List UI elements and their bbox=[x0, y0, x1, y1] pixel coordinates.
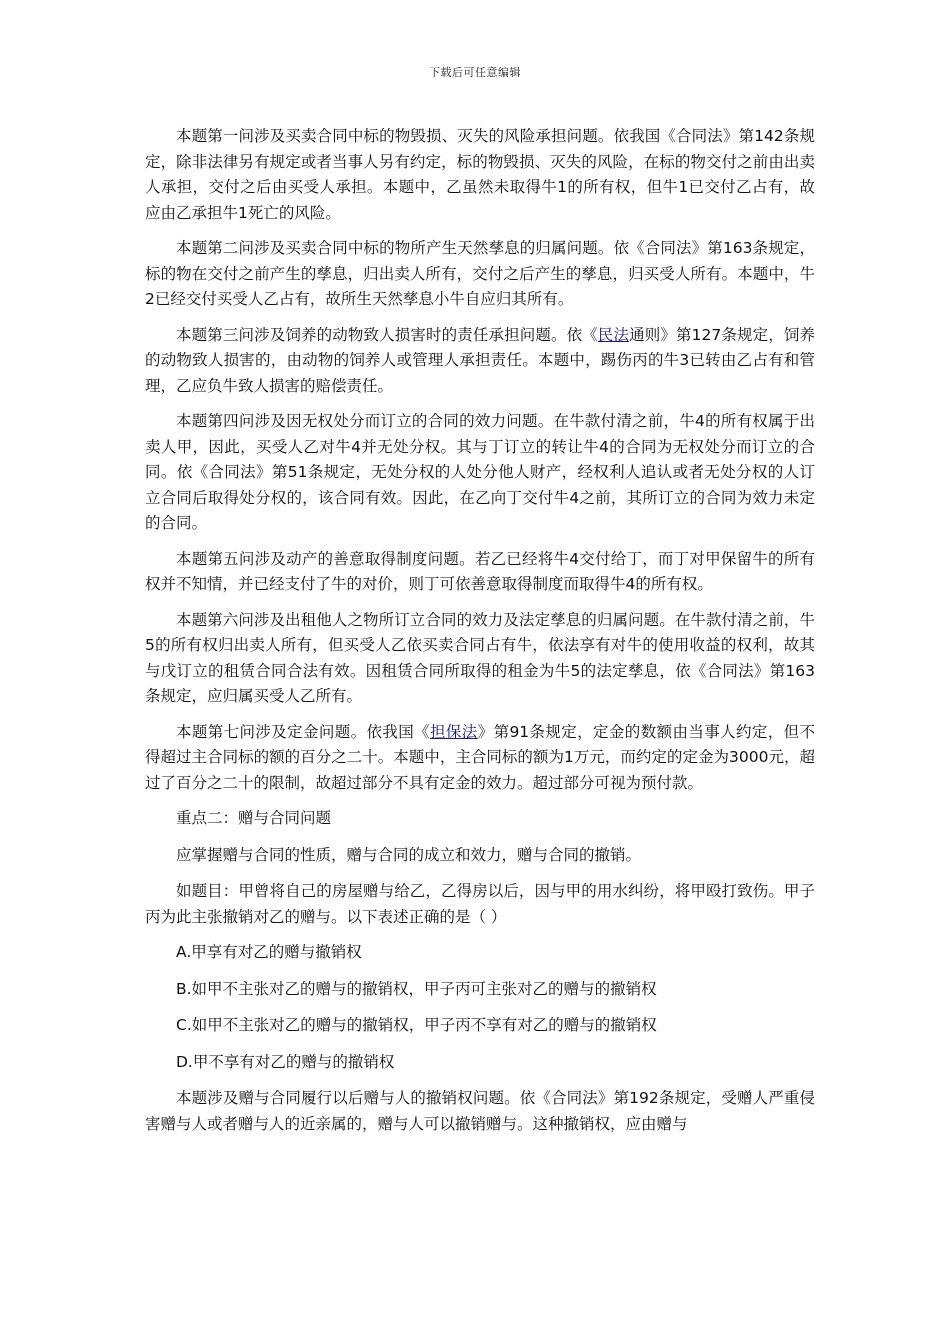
paragraph-3-text-a: 本题第三问涉及饲养的动物致人损害时的责任承担问题。依《 bbox=[176, 325, 598, 344]
paragraph-4: 本题第四问涉及因无权处分而订立的合同的效力问题。在牛款付清之前，牛4的所有权属于出卖人甲，因此，买受人乙对牛4并无处分权。其与丁订立的转让牛4的合同为无权处分而订立的合同。依《合同法》第51条规定，无处分权的人处分他人财产，经权利人追认或者无处分权的人订立合同后取得处分权的，该合同有效。因此，在乙向丁交付牛4之前，其所订立的合同为效力未定的合同。 bbox=[145, 412, 815, 532]
paragraph-2: 本题第二问涉及买卖合同中标的物所产生天然孳息的归属问题。依《合同法》第163条规定，标的物在交付之前产生的孳息，归出卖人所有，交付之后产生的孳息，归买受人所有。本题中，牛2已经交付买受人乙占有，故所生天然孳息小牛自应归其所有。 bbox=[145, 239, 815, 308]
paragraph-7-text-b: 》第91条规定，定金的数额由当事人约定，但不得超过主合同标的额的百分之二十。本题中，主合同标的额为1万元，而约定的定金为3000元，超过了百分之二十的限制，故超过部分不具有定金的效力。超过部分可视为预付款。 bbox=[145, 722, 815, 792]
paragraph-7-text-a: 本题第七问涉及定金问题。依我国《 bbox=[176, 722, 431, 741]
paragraph-11: 本题涉及赠与合同履行以后赠与人的撤销权问题。依《合同法》第192条规定，受赠人严重侵害赠与人或者赠与人的近亲属的，赠与人可以撤销赠与。这种撤销权，应由赠与 bbox=[145, 1089, 815, 1133]
question-paragraph: 如题目：甲曾将自己的房屋赠与给乙，乙得房以后，因与甲的用水纠纷，将甲殴打致伤。甲子丙为此主张撤销对乙的赠与。以下表述正确的是（ ） bbox=[145, 882, 815, 926]
guarantee-law-link[interactable]: 担保法 bbox=[430, 722, 478, 741]
paragraph-6: 本题第六问涉及出租他人之物所订立合同的效力及法定孳息的归属问题。在牛款付清之前，牛5的所有权归出卖人所有，但买受人乙依买卖合同占有牛，依法享有对牛的使用收益的权利，故其与戊订立的租赁合同合法有效。因租赁合同所取得的租金为牛5的法定孳息，依《合同法》第163条规定，应归属买受人乙所有。 bbox=[145, 610, 815, 705]
section-heading: 重点二：赠与合同问题 bbox=[176, 809, 332, 827]
civil-law-link[interactable]: 民法 bbox=[597, 325, 630, 344]
paragraph-3 bbox=[145, 323, 815, 400]
paragraph-5: 本题第五问涉及动产的善意取得制度问题。若乙已经将牛4交付给丁，而丁对甲保留牛的所有权并不知情，并已经支付了牛的对价，则丁可依善意取得制度而取得牛4的所有权。 bbox=[145, 549, 815, 593]
document-body bbox=[145, 124, 815, 1147]
page-header: 下载后可任意编辑 bbox=[429, 66, 521, 79]
paragraph-9: 应掌握赠与合同的性质，赠与合同的成立和效力，赠与合同的撤销。 bbox=[176, 845, 642, 864]
paragraph-1: 本题第一问涉及买卖合同中标的物毁损、灭失的风险承担问题。依我国《合同法》第142条规定，除非法律另有规定或者当事人另有约定，标的物毁损、灭失的风险，在标的物交付之前由出卖人承担，交付之后由买受人承担。本题中，乙虽然未取得牛1的所有权，但牛1已交付乙占有，故应由乙承担牛1死亡的风险。 bbox=[145, 127, 815, 222]
option-c: C.如甲不主张对乙的赠与的撤销权，甲子丙不享有对乙的赠与的撤销权 bbox=[176, 1016, 657, 1034]
option-d: D.甲不享有对乙的赠与的撤销权 bbox=[176, 1052, 395, 1071]
paragraph-3-text-b: 通则》第127条规定，饲养的动物致人损害的，由动物的饲养人或管理人承担责任。本题中，踢伤丙的牛3已转由乙占有和管理，乙应负牛致人损害的赔偿责任。 bbox=[145, 325, 815, 395]
paragraph-7 bbox=[145, 720, 815, 797]
option-a: A.甲享有对乙的赠与撤销权 bbox=[176, 943, 362, 961]
option-b: B.如甲不主张对乙的赠与的撤销权，甲子丙可主张对乙的赠与的撤销权 bbox=[176, 979, 657, 998]
